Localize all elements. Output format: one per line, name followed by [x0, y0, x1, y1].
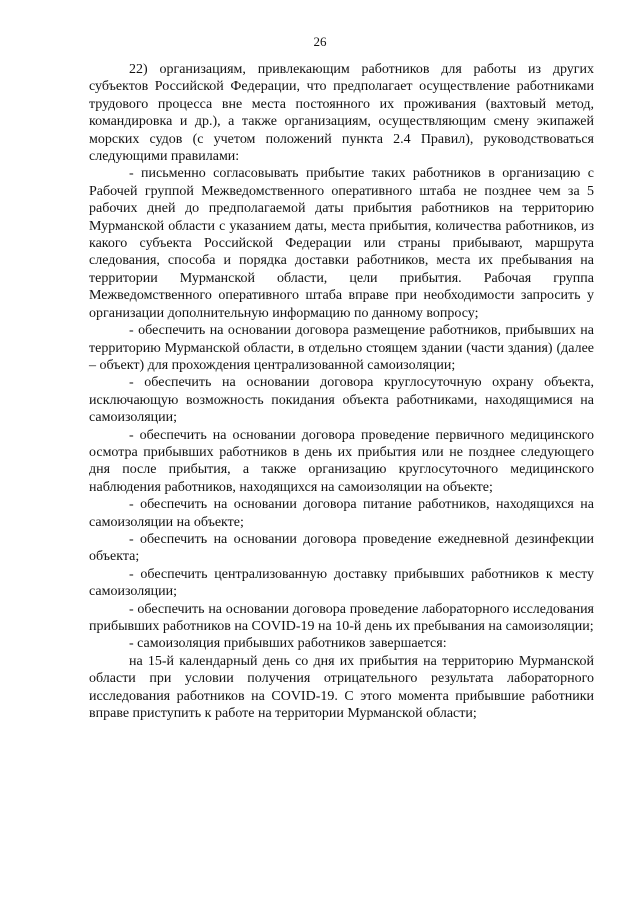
- paragraph-meals: - обеспечить на основании договора питание работников, находящихся на самоизоляции на объекте;: [89, 497, 594, 530]
- paragraph-lab-testing: - обеспечить на основании договора проведение лабораторного исследования прибывших работников на COVID-19 на 10-й день их пребывания на самоизоляции;: [89, 601, 594, 634]
- paragraph-isolation-ends: - самоизоляция прибывших работников завершается:: [129, 636, 447, 652]
- paragraph-written-approval: - письменно согласовывать прибытие таких работников в организацию с Рабочей группой Межведомственного оперативного штаба не позднее чем за 5 рабочих дней до предполагаемой даты прибытия работников на территорию Мурманской области с указанием даты, места прибытия, количества работников, из какого субъекта Российской Федерации или страны прибывают, маршрута следования, способа и порядка доставки работников, места их пребывания на территории Мурманской области, цели прибытия. Рабочая группа Межведомственного оперативного штаба вправе при необходимости запросить у организации дополнительную информацию по данному вопросу;: [89, 166, 594, 321]
- paragraph-delivery: - обеспечить централизованную доставку прибывших работников к месту самоизоляции;: [89, 566, 594, 600]
- document-body: [89, 61, 594, 722]
- paragraph-medical-exam: - обеспечить на основании договора проведение первичного медицинского осмотра прибывших работников в день их прибытия или не позднее следующего дня после прибытия, а также организацию круглосуточного медицинского наблюдения работников, находящихся на самоизоляции на объекте;: [89, 427, 594, 495]
- paragraph-day-15: на 15-й календарный день со дня их прибытия на территорию Мурманской области при условии получения отрицательного результата лабораторного исследования работников на COVID-19. С этого момента прибывшие работники вправе приступить к работе на территории Мурманской области;: [89, 653, 594, 722]
- paragraph-item-22-intro: 22) организациям, привлекающим работников для работы из других субъектов Российской Федерации, что предполагает осуществление работниками трудового процесса вне места постоянного их проживания (вахтовый метод, командировка и др.), а также организациям, осуществляющим смену экипажей морских судов (с учетом положений пункта 2.4 Правил), руководствоваться следующими правилами:: [89, 62, 594, 165]
- paragraph-security: - обеспечить на основании договора круглосуточную охрану объекта, исключающую возможность покидания объекта работниками, находящимися на самоизоляции;: [89, 375, 594, 426]
- paragraph-accommodation: - обеспечить на основании договора размещение работников, прибывших на территорию Мурманской области, в отдельно стоящем здании (части здания) (далее – объект) для прохождения централизованной самоизоляции;: [89, 323, 594, 373]
- paragraph-disinfection: - обеспечить на основании договора проведение ежедневной дезинфекции объекта;: [89, 531, 594, 565]
- page-number: 26: [313, 34, 327, 49]
